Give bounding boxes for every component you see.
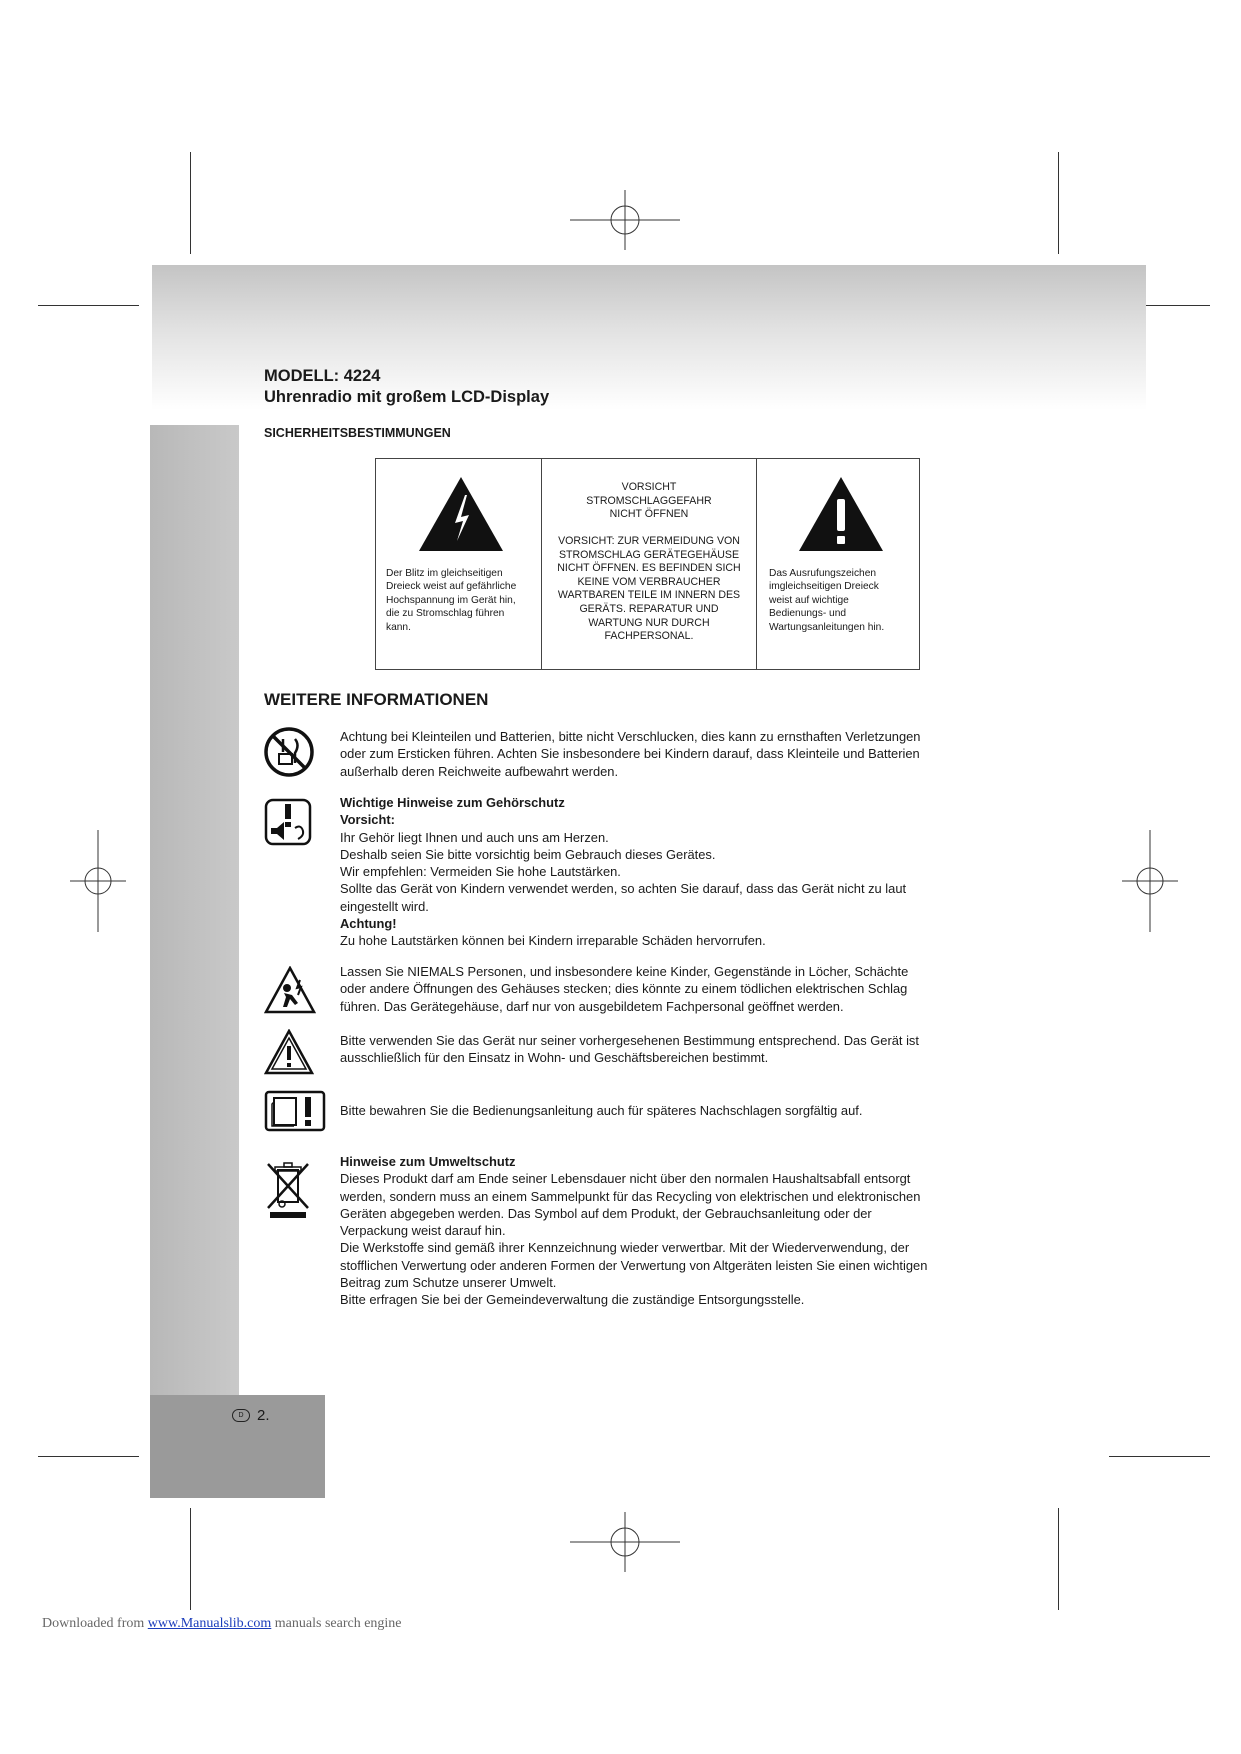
hearing-protection-icon: [264, 798, 312, 846]
hearing-subheading-2: Achtung!: [340, 916, 397, 932]
lightning-triangle-icon: [417, 475, 505, 553]
exclamation-text: Das Ausrufungszeichen imgleichseitigen Dreieck weist auf wichtige Bedienungs- und Wartungsanleitungen hin.: [769, 568, 885, 633]
language-badge: D: [232, 1409, 250, 1422]
lightning-text: Der Blitz im gleichseitigen Dreieck weist auf gefährliche Hochspannung im Gerät hin, die zu Stromschlag führen kann.: [386, 568, 517, 633]
page-number: [232, 1407, 270, 1424]
sidebar-band: [150, 425, 239, 1395]
lightning-cell: [376, 459, 542, 669]
caution-heading: VORSICHT STROMSCHLAGGEFAHR NICHT ÖFFNEN: [586, 481, 712, 521]
model-number: MODELL: 4224: [264, 367, 381, 385]
weee-bin-icon: [264, 1160, 312, 1220]
product-name: Uhrenradio mit großem LCD-Display: [264, 388, 550, 406]
download-footer: [42, 1616, 402, 1632]
info-title: WEITERE INFORMATIONEN: [264, 690, 489, 709]
registration-mark-bottom: [570, 1512, 680, 1572]
info-item-hearing: Wichtige Hinweise zum Gehörschutz Vorsicht: Ihr Gehör liegt Ihnen und auch uns am Herzen. Deshalb seien Sie bitte vorsichtig beim Gebrauch dieses Gerätes. Wir empfehlen: Vermeiden Sie hohe Lautstärken. Sollte das Gerät von Kindern verwendet werden, so achten Sie darauf, dass das Gerät nicht zu laut eingestellt wird. Achtung! Zu hohe Lautstärken können bei Kindern irreparable Schäden hervorrufen.: [340, 795, 907, 949]
footer-prefix: Downloaded from: [42, 1616, 145, 1631]
registration-mark-left: [70, 830, 126, 932]
page-number-value: 2.: [257, 1407, 270, 1424]
info-item-manual: Bitte bewahren Sie die Bedienungsanleitung auch für späteres Nachschlagen sorgfältig auf.: [340, 1103, 863, 1118]
safety-warning-table: [375, 458, 920, 670]
caution-text: VORSICHT: ZUR VERMEIDUNG VON STROMSCHLAG GERÄTEGEHÄUSE NICHT ÖFFNEN. ES BEFINDEN SICH KEINE VOM VERBRAUCHER WARTBAREN TEILE IM INNERN DES GERÄTS. REPARATUR UND WARTUNG NUR DURCH FACHPERSONAL.: [557, 535, 741, 643]
exclamation-triangle-icon: [797, 475, 885, 553]
manualslib-link[interactable]: www.Manualslib.com: [147, 1616, 272, 1631]
registration-mark-right: [1122, 830, 1178, 932]
safety-title: SICHERHEITSBESTIMMUNGEN: [264, 426, 451, 440]
info-item-small-parts: Achtung bei Kleinteilen und Batterien, bitte nicht Verschlucken, dies kann zu ernsthaften Verletzungen oder zum Ersticken führen. Achten Sie insbesondere bei Kindern darauf, dass Kleinteile und Batterien außerhalb deren Reichweite aufbewahrt werden.: [340, 729, 921, 779]
footer-suffix: manuals search engine: [274, 1616, 402, 1631]
info-item-environment: Hinweise zum Umweltschutz Dieses Produkt darf am Ende seiner Lebensdauer nicht über den normalen Haushaltsabfall entsorgt werden, sondern muss an einem Sammelpunkt für das Recycling von elektrischen und elektronischen Geräten abgegeben werden. Das Symbol auf dem Produkt, der Gebrauchsanleitung oder der Verpackung weist darauf hin. Die Werkstoffe sind gemäß ihrer Kennzeichnung wieder verwertbar. Mit der Wiederverwendung, der stofflichen Verwertung oder anderen Formen der Verwertung von Altgeräten leisten Sie einen wichtigen Beitrag zum Schutze unserer Umwelt. Bitte erfragen Sie bei der Gemeindeverwaltung die zuständige Entsorgungsstelle.: [340, 1154, 928, 1308]
hearing-heading: Wichtige Hinweise zum Gehörschutz: [340, 795, 565, 810]
environment-heading: Hinweise zum Umweltschutz: [340, 1154, 516, 1169]
registration-mark-top: [570, 190, 680, 250]
hearing-subheading: Vorsicht:: [340, 812, 395, 828]
info-item-electric-shock: Lassen Sie NIEMALS Personen, und insbesondere keine Kinder, Gegenstände in Löcher, Schächte oder andere Öffnungen des Gehäuses stecken; dies könnte zu einem tödlichen elektrischen Schlag führen. Das Gerätegehäuse, darf nur von ausgebildetem Fachpersonal geöffnet werden.: [340, 964, 909, 1014]
caution-cell: [542, 459, 757, 669]
no-swallow-icon: [264, 727, 314, 777]
warning-triangle-icon: [264, 1029, 314, 1075]
info-item-intended-use: Bitte verwenden Sie das Gerät nur seiner vorhergesehenen Bestimmung entsprechend. Das Gerät ist ausschließlich für den Einsatz in Wohn- und Geschäftsbereichen bestimmt.: [340, 1033, 919, 1066]
electric-shock-warning-icon: [264, 966, 316, 1014]
manual-book-icon: [264, 1090, 326, 1132]
model-heading: [264, 366, 549, 408]
exclamation-cell: [757, 459, 919, 669]
